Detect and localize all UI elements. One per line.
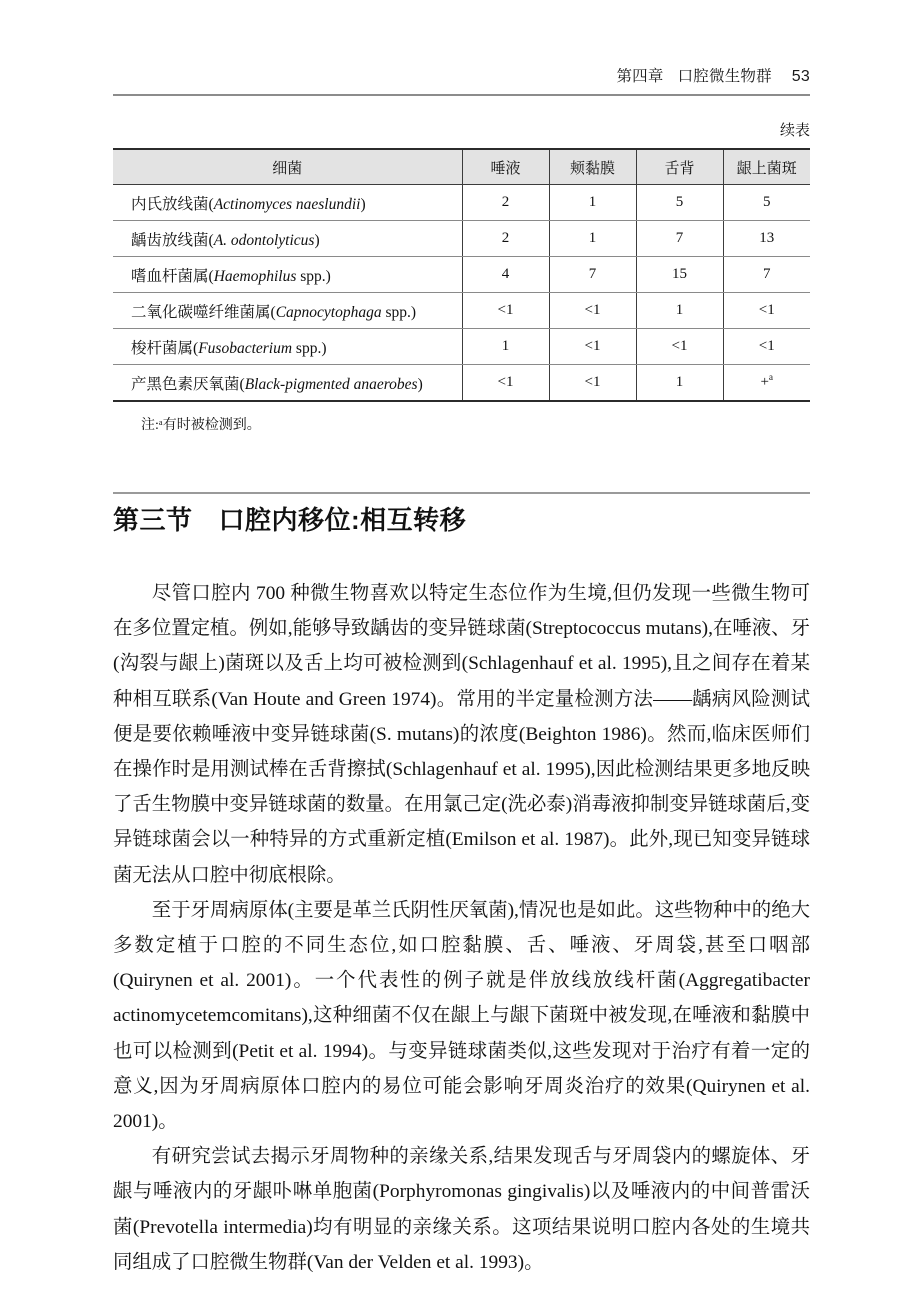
cell-tongue-dorsum: 7 <box>636 221 723 257</box>
bacteria-name-cn: 龋齿放线菌 <box>131 231 209 249</box>
running-head-chapter: 第四章 <box>616 68 664 85</box>
cell-bacteria-name: 二氧化碳噬纤维菌属(Capnocytophaga spp.) <box>113 293 462 329</box>
cell-saliva: 4 <box>462 257 549 293</box>
column-header-saliva: 唾液 <box>462 149 549 185</box>
bacteria-name-cn: 二氧化碳噬纤维菌属 <box>131 303 271 321</box>
cell-tongue-dorsum: 1 <box>636 293 723 329</box>
cell-tongue-dorsum: 15 <box>636 257 723 293</box>
paragraph: 有研究尝试去揭示牙周物种的亲缘关系,结果发现舌与牙周袋内的螺旋体、牙龈与唾液内的牙龈卟啉单胞菌(Porphyromonas gingivalis)以及唾液内的中间普雷沃菌(Prevotella intermedia)均有明显的亲缘关系。这项结果说明口腔内各处的生境共同组成了口腔微生物群(Van der Velden et al. 1993)。 <box>113 1146 810 1273</box>
bacteria-name-suffix: spp. <box>385 303 411 321</box>
paragraph: 至于牙周病原体(主要是革兰氏阴性厌氧菌),情况也是如此。这些物种中的绝大多数定植于口腔的不同生态位,如口腔黏膜、舌、唾液、牙周袋,甚至口咽部(Quirynen et al. 2001)。一个代表性的例子就是伴放线放线杆菌(Aggregatibacter actinomycetemcomitans),这种细菌不仅在龈上与龈下菌斑中被发现,在唾液和黏膜中也可以检测到(Petit et al. 1994)。与变异链球菌类似,这些发现对于治疗有着一定的意义,因为牙周病原体口腔内的易位可能会影响牙周炎治疗的效果(Quirynen et al. 2001)。 <box>113 899 810 1133</box>
table-row <box>113 365 810 402</box>
bacteria-name-latin: Actinomyces naeslundii <box>213 195 361 213</box>
paragraph: 尽管口腔内 700 种微生物喜欢以特定生态位作为生境,但仍发现一些微生物可在多位置定植。例如,能够导致龋齿的变异链球菌(Streptococcus mutans),在唾液、牙(沟裂与龈上)菌斑以及舌上均可被检测到(Schlagenhauf et al. 1995),且之间存在着某种相互联系(Van Houte and Green 1974)。常用的半定量检测方法——龋病风险测试便是要依赖唾液中变异链球菌(S. mutans)的浓度(Beighton 1986)。然而,临床医师们在操作时是用测试棒在舌背擦拭(Schlagenhauf et al. 1995),因此检测结果更多地反映了舌生物膜中变异链球菌的数量。在用氯己定(洗必泰)消毒液抑制变异链球菌后,变异链球菌会以一种特异的方式重新定植(Emilson et al. 1987)。此外,现已知变异链球菌无法从口腔中彻底根除。 <box>113 583 810 886</box>
cell-supragingival-plaque: 5 <box>723 185 810 221</box>
plaque-present-mark: + <box>760 374 769 390</box>
column-header-buccal-mucosa: 颊黏膜 <box>549 149 636 185</box>
table-continued-label: 续表 <box>779 123 810 139</box>
bacteria-name-suffix: spp. <box>295 339 322 357</box>
bacteria-name-cn: 梭杆菌属 <box>131 339 194 357</box>
running-head <box>113 64 810 86</box>
cell-bacteria-name: 产黑色素厌氧菌(Black-pigmented anaerobes) <box>113 365 462 402</box>
cell-buccal-mucosa: <1 <box>549 293 636 329</box>
cell-bacteria-name: 嗜血杆菌属(Haemophilus spp.) <box>113 257 462 293</box>
section-divider <box>113 492 810 494</box>
cell-buccal-mucosa: 1 <box>549 221 636 257</box>
header-divider <box>113 94 810 96</box>
body-text <box>113 576 810 1280</box>
cell-bacteria-name: 内氏放线菌(Actinomyces naeslundii) <box>113 185 462 221</box>
bacteria-name-latin: Black-pigmented anaerobes <box>244 375 418 393</box>
bacteria-name-latin: Haemophilus <box>213 267 297 285</box>
bacteria-name-latin: Capnocytophaga <box>275 303 382 321</box>
table-row <box>113 185 810 221</box>
cell-bacteria-name: 梭杆菌属(Fusobacterium spp.) <box>113 329 462 365</box>
column-header-supragingival-plaque: 龈上菌斑 <box>723 149 810 185</box>
cell-tongue-dorsum: 1 <box>636 365 723 402</box>
cell-saliva: 1 <box>462 329 549 365</box>
cell-saliva: <1 <box>462 293 549 329</box>
bacteria-name-suffix: spp. <box>300 267 326 285</box>
cell-supragingival-plaque: 7 <box>723 257 810 293</box>
table-row <box>113 221 810 257</box>
bacteria-distribution-table <box>113 148 810 402</box>
section-number: 第三节 <box>113 505 193 535</box>
bacteria-name-latin: Fusobacterium <box>198 339 293 357</box>
section-title: 口腔内移位:相互转移 <box>218 505 467 535</box>
cell-buccal-mucosa: <1 <box>549 329 636 365</box>
cell-saliva: 2 <box>462 221 549 257</box>
table-row <box>113 257 810 293</box>
cell-bacteria-name: 龋齿放线菌(A. odontolyticus) <box>113 221 462 257</box>
cell-buccal-mucosa: <1 <box>549 365 636 402</box>
cell-buccal-mucosa: 1 <box>549 185 636 221</box>
cell-saliva: 2 <box>462 185 549 221</box>
cell-saliva: <1 <box>462 365 549 402</box>
footnote-marker: a <box>768 373 774 383</box>
column-header-bacteria: 细菌 <box>113 149 462 185</box>
table-row <box>113 329 810 365</box>
cell-tongue-dorsum: 5 <box>636 185 723 221</box>
page-number: 53 <box>791 68 810 85</box>
cell-supragingival-plaque: <1 <box>723 329 810 365</box>
cell-supragingival-plaque <box>723 365 810 402</box>
cell-supragingival-plaque: 13 <box>723 221 810 257</box>
cell-tongue-dorsum: <1 <box>636 329 723 365</box>
running-head-title: 口腔微生物群 <box>677 68 772 85</box>
column-header-tongue-dorsum: 舌背 <box>636 149 723 185</box>
cell-supragingival-plaque: <1 <box>723 293 810 329</box>
section-heading <box>113 500 810 537</box>
cell-buccal-mucosa: 7 <box>549 257 636 293</box>
table-header-row <box>113 149 810 185</box>
bacteria-name-cn: 内氏放线菌 <box>131 195 209 213</box>
bacteria-name-cn: 产黑色素厌氧菌 <box>131 375 240 393</box>
bacteria-name-latin: A. odontolyticus <box>213 231 315 249</box>
bacteria-name-cn: 嗜血杆菌属 <box>131 267 209 285</box>
table-row <box>113 293 810 329</box>
table-footnote: 注:ᵃ有时被检测到。 <box>141 418 261 433</box>
